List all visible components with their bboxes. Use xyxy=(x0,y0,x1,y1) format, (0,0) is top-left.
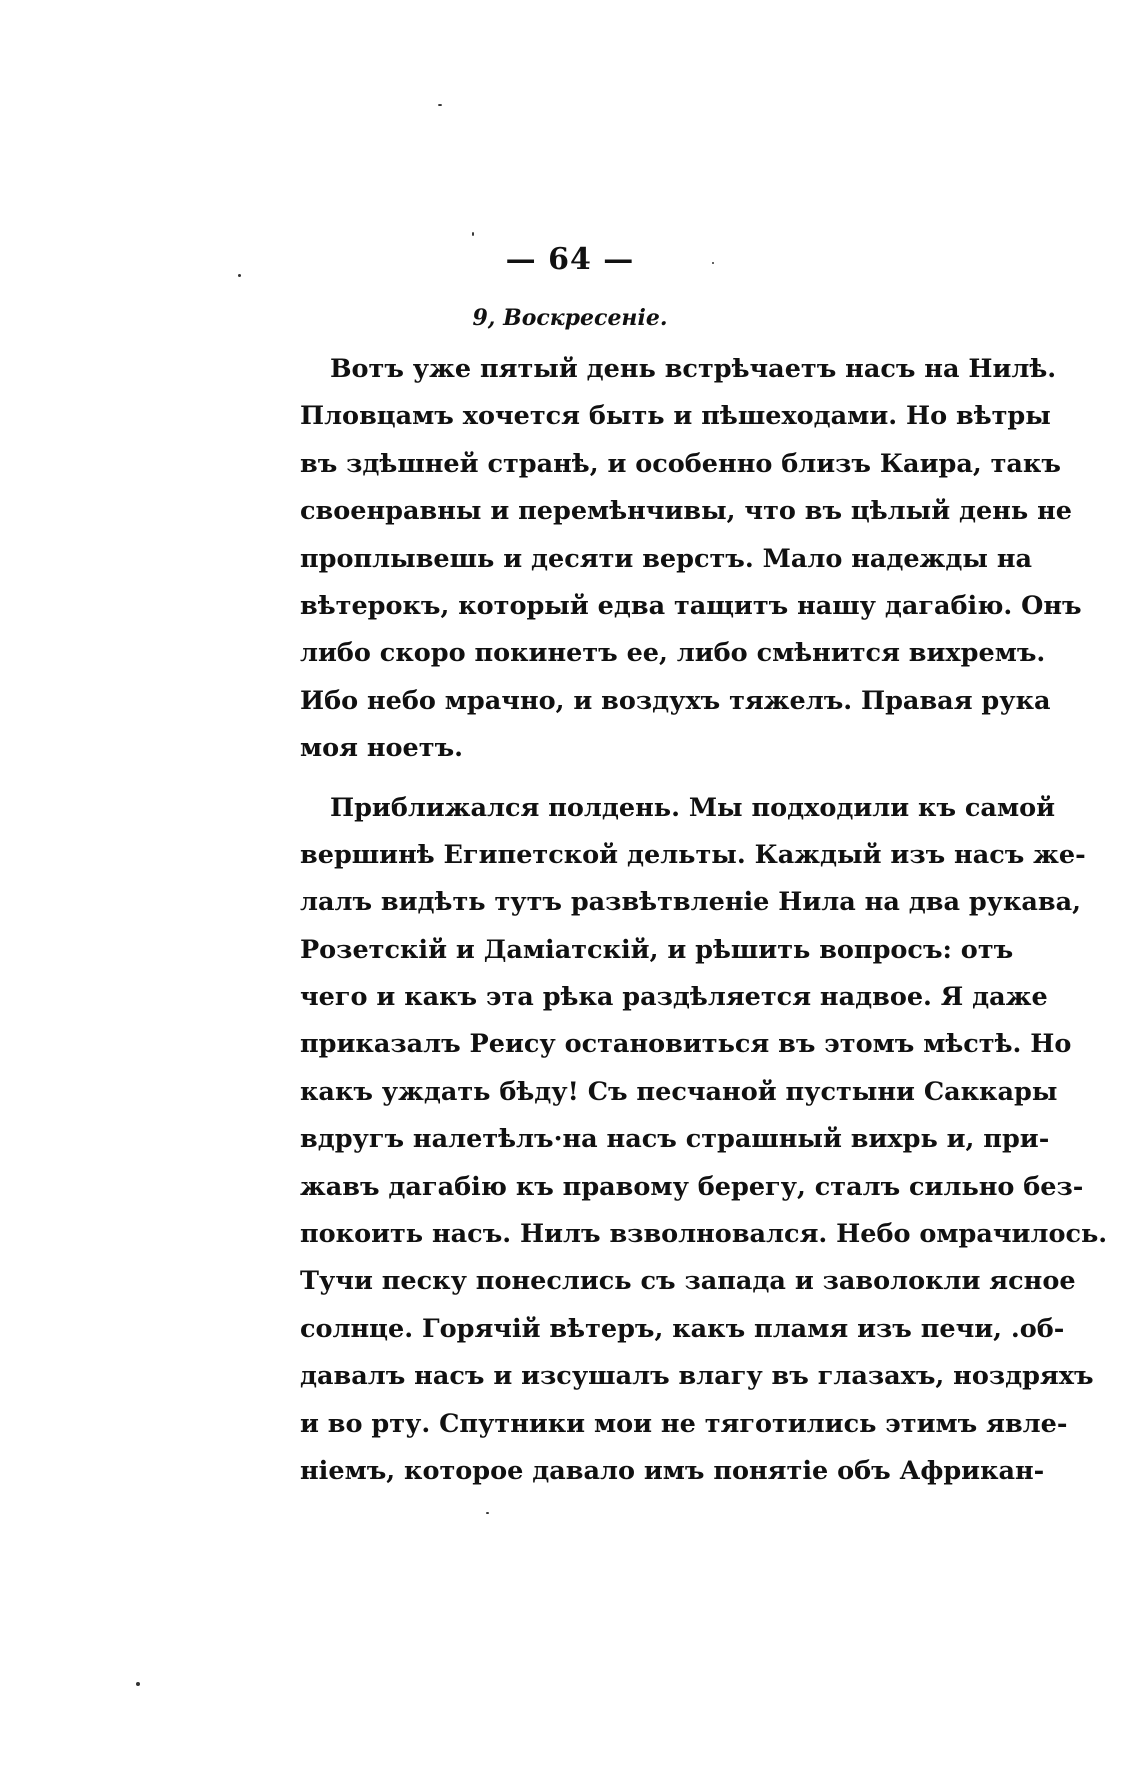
text-line: Пловцамъ хочется быть и пѣшеходами. Но вѣтры xyxy=(300,401,1051,432)
text-line: давалъ насъ и изсушалъ влагу въ глазахъ, ноздряхъ xyxy=(300,1361,1094,1392)
text-line: вершинѣ Египетской дельты. Каждый изъ насъ же- xyxy=(300,839,1086,870)
scan-speck xyxy=(486,1512,489,1514)
text-line: и во рту. Спутники мои не тяготились этимъ явле- xyxy=(300,1408,1068,1439)
text-line: Тучи песку понеслись съ запада и заволокли ясное xyxy=(300,1266,1076,1297)
text-line: какъ уждать бѣду! Съ песчаной пустыни Саккары xyxy=(300,1076,1058,1107)
text-line: ніемъ, которое давало имъ понятіе объ Африкан- xyxy=(300,1455,1045,1486)
scan-speck xyxy=(472,232,474,236)
scan-speck xyxy=(238,274,241,277)
paragraph-2 xyxy=(300,785,1108,1496)
date-heading: 9, Воскресеніе. xyxy=(472,305,668,331)
text-line: лалъ видѣть тутъ развѣтвленіе Нила на два рукава, xyxy=(300,887,1082,918)
scan-speck xyxy=(136,1682,140,1686)
body-text xyxy=(300,346,1108,1495)
text-line: покоить насъ. Нилъ взволновался. Небо омрачилось. xyxy=(300,1219,1108,1250)
text-line: солнце. Горячій вѣтеръ, какъ пламя изъ печи, .об- xyxy=(300,1313,1065,1344)
text-line: жавъ дагабію къ правому берегу, сталъ сильно без- xyxy=(300,1171,1084,1202)
text-line: Вотъ уже пятый день встрѣчаетъ насъ на Нилѣ. xyxy=(330,354,1057,384)
text-line: чего и какъ эта рѣка раздѣляется надвое. Я даже xyxy=(300,982,1048,1013)
page-number: — 64 — xyxy=(505,242,635,277)
text-line: Приближался полдень. Мы подходили къ самой xyxy=(330,792,1056,823)
text-line: моя ноетъ. xyxy=(300,733,464,764)
text-line: вѣтерокъ, который едва тащитъ нашу дагабію. Онъ xyxy=(300,590,1082,621)
text-line: Ибо небо мрачно, и воздухъ тяжелъ. Правая рука xyxy=(300,685,1051,716)
text-line: вдругъ налетѣлъ·на насъ страшный вихрь и, при- xyxy=(300,1124,1050,1155)
text-line: въ здѣшней странѣ, и особенно близъ Каира, такъ xyxy=(300,448,1061,479)
text-line: либо скоро покинетъ ее, либо смѣнится вихремъ. xyxy=(300,638,1046,669)
text-line: проплывешь и десяти верстъ. Мало надежды на xyxy=(300,543,1033,574)
text-line: своенравны и перемѣнчивы, что въ цѣлый день не xyxy=(300,496,1072,527)
text-line: Розетскій и Даміатскій, и рѣшить вопросъ: отъ xyxy=(300,934,1014,965)
paragraph-1 xyxy=(300,346,1082,773)
scan-speck xyxy=(438,104,442,106)
text-line: приказалъ Реису остановиться въ этомъ мѣстѣ. Но xyxy=(300,1029,1072,1060)
scan-speck xyxy=(712,262,714,264)
